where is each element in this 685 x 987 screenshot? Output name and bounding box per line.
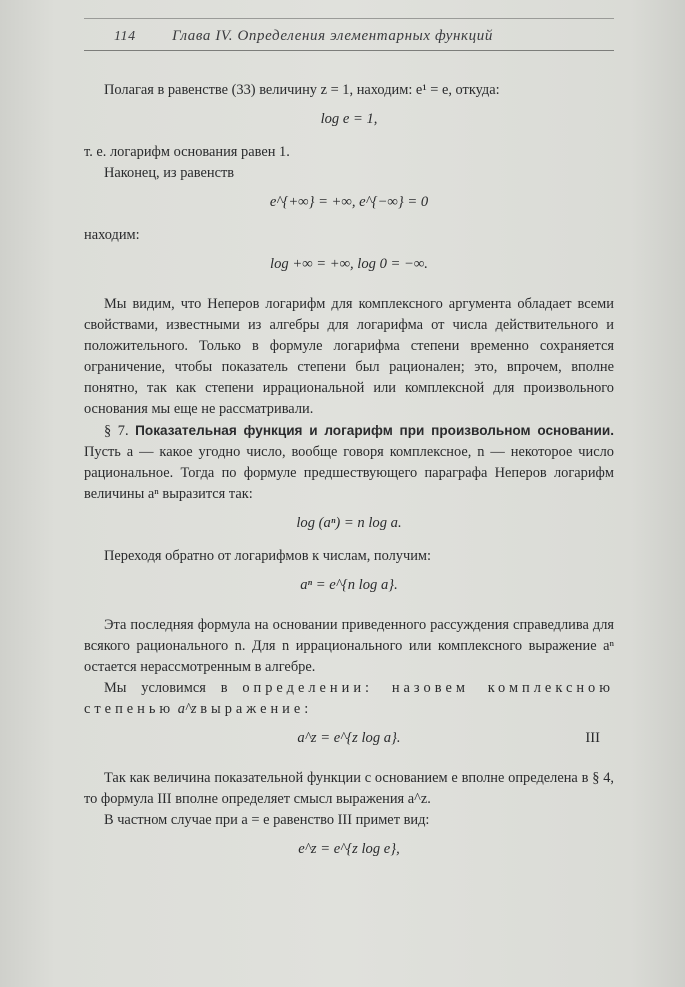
formula-power-exp: aⁿ = e^{n log a}. xyxy=(300,577,398,593)
formula-log-power: log (aⁿ) = n log a. xyxy=(296,515,402,531)
header-rule xyxy=(84,50,614,51)
formula-log-e: log e = 1, xyxy=(320,111,378,127)
paragraph: Наконец, из равенств xyxy=(104,165,235,181)
formula-log-infinity: log +∞ = +∞, log 0 = −∞. xyxy=(270,256,428,272)
paragraph: находим: xyxy=(84,227,140,243)
section-title: Показательная функция и логарифм при произвольном основании. xyxy=(135,423,614,438)
paragraph: Эта последняя формула на основании приведенного рассуждения справедлива для всякого рационального n. Для n иррационального или комплексного выражение aⁿ остается нерассмотренным в алгебре. xyxy=(84,617,614,675)
top-edge-rule xyxy=(84,18,614,19)
body-text xyxy=(84,80,614,872)
page-number: 114 xyxy=(114,29,136,44)
formula-number: III xyxy=(585,730,600,746)
formula-e-infinity: e^{+∞} = +∞, e^{−∞} = 0 xyxy=(269,194,429,210)
formula-III: a^z = e^{z log a}. III xyxy=(84,728,614,749)
paragraph: т. е. логарифм основания равен 1. xyxy=(84,144,290,160)
formula-e-z: e^z = e^{z log e}, xyxy=(298,841,400,857)
paragraph: Так как величина показательной функции с основанием e вполне определена в § 4, то формула III вполне определяет смысл выражения a^z. xyxy=(84,770,614,807)
section-number: § 7. xyxy=(104,423,129,439)
spaced-definition: определении: назовем комплексною степенью xyxy=(84,680,614,717)
paragraph-text: Пусть a — какое угодно число, вообще говоря комплексное, n — некоторое число рациональное. Тогда по формуле предшествующего параграфа Неперов логарифм величины aⁿ выразится так: xyxy=(84,444,614,502)
section-paragraph xyxy=(84,420,614,505)
chapter-title: Глава IV. Определения элементарных функций xyxy=(172,28,493,44)
paragraph: Переходя обратно от логарифмов к числам, получим: xyxy=(104,548,432,564)
paragraph: Полагая в равенстве (33) величину z = 1, находим: e¹ = e, откуда: xyxy=(104,82,500,98)
definition-paragraph: Мы условимся в определении: назовем комплексною степенью a^z выражение: xyxy=(84,680,614,717)
running-header xyxy=(84,28,614,45)
paragraph: Мы видим, что Неперов логарифм для комплексного аргумента обладает всеми свойствами, известными из алгебры для логарифма от числа действительного и положительного. Только в формуле логарифма степени временно сохраняется ограничение, чтобы показатель степени был рационален; это, впрочем, вполне понятно, так как степени иррациональной или комплексной для произвольного основания мы еще не рассматривали. xyxy=(84,296,614,417)
paragraph: В частном случае при a = e равенство III примет вид: xyxy=(104,812,430,828)
